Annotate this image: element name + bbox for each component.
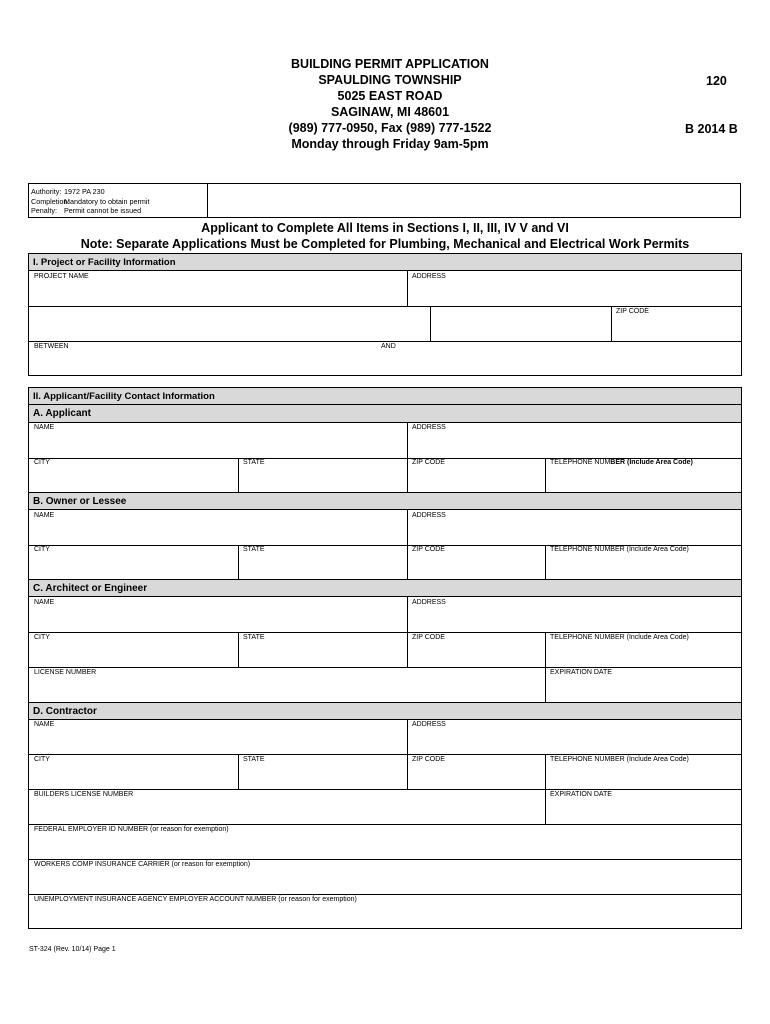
section-contact-info	[28, 387, 742, 929]
section-1-heading: I. Project or Facility Information	[29, 254, 741, 271]
project-name-label: PROJECT NAME	[34, 273, 89, 280]
contractor-heading: D. Contractor	[29, 702, 741, 720]
workers-comp-label: WORKERS COMP INSURANCE CARRIER (or reason for exemption)	[34, 861, 251, 868]
owner-heading: B. Owner or Lessee	[29, 492, 741, 510]
applicant-phone-label-part1: TELEPHONE NUM	[550, 459, 611, 466]
owner-name-label: NAME	[34, 512, 55, 519]
township-city: SAGINAW, MI 48601	[330, 105, 450, 119]
township-phone: (989) 777-0950, Fax (989) 777-1522	[288, 121, 492, 135]
contractor-phone-label: TELEPHONE NUMBER (Include Area Code)	[550, 756, 689, 763]
section-project-info	[28, 253, 742, 376]
form-footer: ST-324 (Rev. 10/14) Page 1	[29, 946, 116, 953]
applicant-city-label: CITY	[34, 459, 50, 466]
contractor-address-label: ADDRESS	[412, 721, 446, 728]
form-code-top: 120	[706, 74, 727, 88]
authority-box	[28, 183, 741, 218]
instructions-line-1: Applicant to Complete All Items in Sections I, II, III, IV V and VI	[201, 221, 569, 235]
township-street: 5025 EAST ROAD	[337, 89, 443, 103]
instructions-line-2: Note: Separate Applications Must be Completed for Plumbing, Mechanical and Electrical Work Permits	[80, 237, 690, 251]
architect-name-label: NAME	[34, 599, 55, 606]
owner-city-label: CITY	[34, 546, 50, 553]
applicant-phone-label-part2: BER (Include Area Code)	[610, 459, 693, 466]
fein-label: FEDERAL EMPLOYER ID NUMBER (or reason for exemption)	[34, 826, 229, 833]
completion-value: Mandatory to obtain permit	[64, 196, 150, 206]
project-zip-label: ZIP CODE	[616, 308, 649, 315]
contractor-zip-label: ZIP CODE	[412, 756, 445, 763]
applicant-name-label: NAME	[34, 424, 55, 431]
contractor-license-label: BUILDERS LICENSE NUMBER	[34, 791, 134, 798]
project-address-label: ADDRESS	[412, 273, 446, 280]
architect-expiration-label: EXPIRATION DATE	[550, 669, 612, 676]
architect-address-label: ADDRESS	[412, 599, 446, 606]
contractor-state-label: STATE	[243, 756, 265, 763]
applicant-phone-label	[550, 459, 693, 466]
architect-zip-label: ZIP CODE	[412, 634, 445, 641]
applicant-state-label: STATE	[243, 459, 265, 466]
unemployment-label: UNEMPLOYMENT INSURANCE AGENCY EMPLOYER ACCOUNT NUMBER (or reason for exemption)	[34, 896, 357, 903]
office-hours: Monday through Friday 9am-5pm	[291, 137, 489, 151]
owner-zip-label: ZIP CODE	[412, 546, 445, 553]
authority-value: 1972 PA 230	[64, 187, 105, 196]
contractor-expiration-label: EXPIRATION DATE	[550, 791, 612, 798]
owner-state-label: STATE	[243, 546, 265, 553]
architect-city-label: CITY	[34, 634, 50, 641]
between-label: BETWEEN	[34, 343, 69, 350]
applicant-heading: A. Applicant	[29, 405, 741, 423]
applicant-address-label: ADDRESS	[412, 424, 446, 431]
authority-key: Authority:	[31, 187, 62, 196]
architect-heading: C. Architect or Engineer	[29, 579, 741, 597]
township-name: SPAULDING TOWNSHIP	[318, 73, 462, 87]
penalty-value: Permit cannot be issued	[64, 206, 142, 215]
and-label: AND	[381, 343, 396, 350]
architect-license-label: LICENSE NUMBER	[34, 669, 97, 676]
contractor-city-label: CITY	[34, 756, 50, 763]
applicant-zip-label: ZIP CODE	[412, 459, 445, 466]
section-2-heading: II. Applicant/Facility Contact Information	[29, 388, 741, 405]
contractor-name-label: NAME	[34, 721, 55, 728]
architect-phone-label: TELEPHONE NUMBER (Include Area Code)	[550, 634, 689, 641]
penalty-key: Penalty:	[31, 206, 57, 215]
owner-address-label: ADDRESS	[412, 512, 446, 519]
architect-state-label: STATE	[243, 634, 265, 641]
completion-key: Completion:	[31, 196, 70, 206]
form-title: BUILDING PERMIT APPLICATION	[291, 57, 489, 71]
authority-info	[29, 184, 208, 217]
owner-phone-label: TELEPHONE NUMBER (Include Area Code)	[550, 546, 689, 553]
form-code-bottom: B 2014 B	[685, 122, 738, 136]
